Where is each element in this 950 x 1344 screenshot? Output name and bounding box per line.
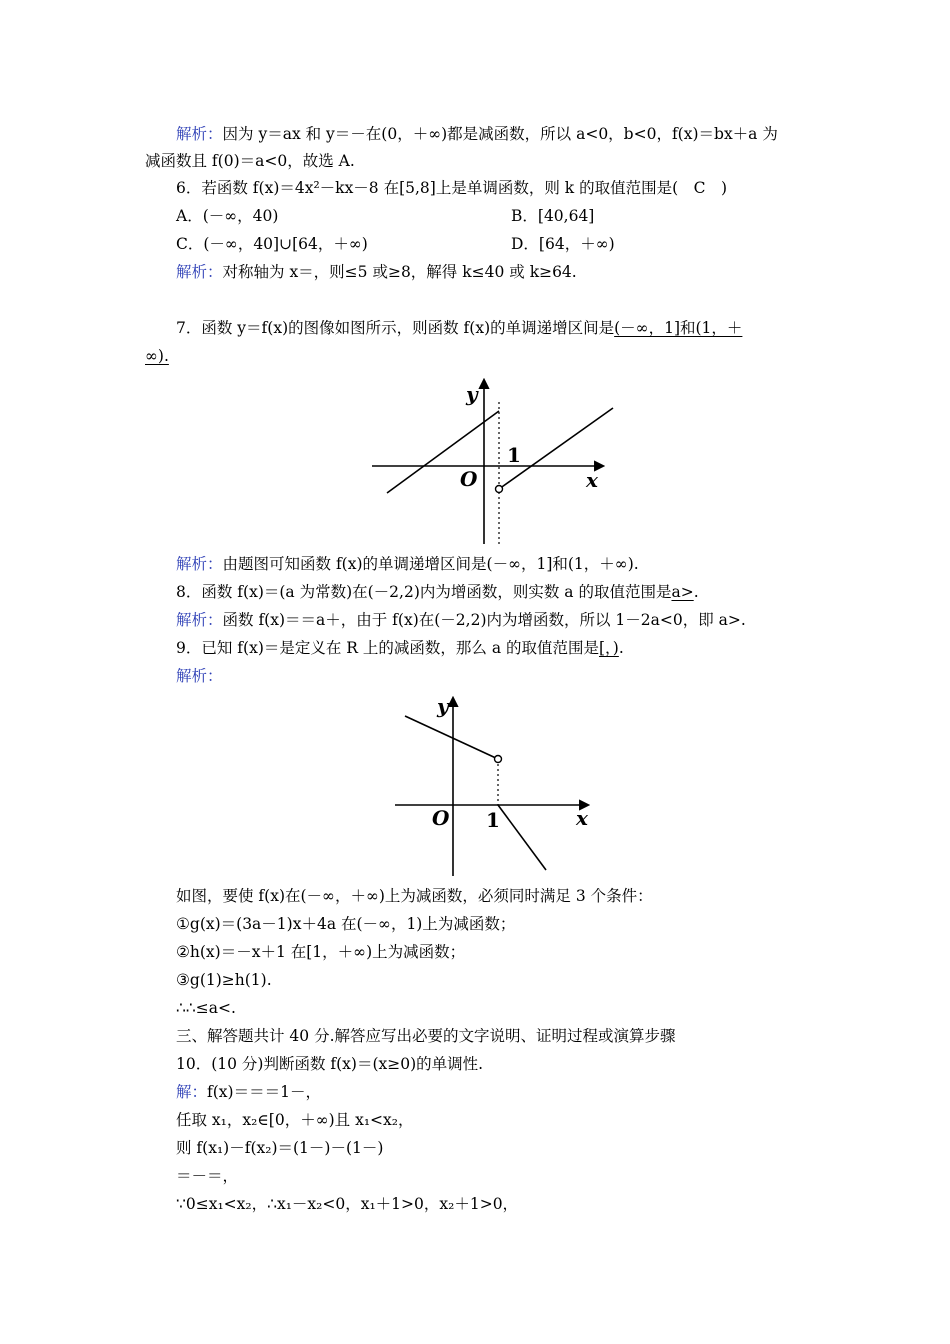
q10-proof-line-3: ＝－＝， bbox=[176, 1167, 239, 1185]
q8-solution-text: 函数 f(x)＝＝a＋，由于 f(x)在(－2,2)内为增函数，所以 1－2a<0，即 a>. bbox=[222, 611, 746, 629]
question-9 bbox=[176, 638, 624, 658]
q6-solution bbox=[176, 262, 577, 282]
graph-segment-left bbox=[387, 411, 499, 493]
y-axis-label: y bbox=[437, 694, 449, 718]
q6-solution-text: 对称轴为 x＝，则≤5 或≥8，解得 k≤40 或 k≥64. bbox=[222, 263, 577, 281]
analysis-label: 解析： bbox=[176, 263, 223, 281]
q6-option-c: C．(－∞，40]∪[64，＋∞) bbox=[176, 235, 368, 253]
analysis-label: 解析： bbox=[176, 667, 223, 685]
q6-option-b: B．[40,64] bbox=[511, 207, 595, 225]
question-7 bbox=[176, 318, 742, 338]
q9-end: . bbox=[618, 639, 624, 657]
q9-condition-2: ②h(x)＝－x＋1 在[1，＋∞)上为减函数； bbox=[176, 943, 466, 961]
solution-label: 解： bbox=[176, 1083, 208, 1101]
q8-text: 8．函数 f(x)＝(a 为常数)在(－2,2)内为增函数，则实数 a 的取值范围是 bbox=[176, 583, 672, 601]
section-3-heading: 三、解答题共计 40 分.解答应写出必要的文字说明、证明过程或演算步骤 bbox=[176, 1027, 676, 1045]
q9-answer: [，) bbox=[598, 639, 619, 657]
origin-label: O bbox=[460, 467, 478, 491]
q7-answer-part2: ∞). bbox=[145, 347, 169, 365]
q7-answer-part1: (－∞，1]和(1，＋ bbox=[614, 319, 743, 337]
q7-text: 7．函数 y＝f(x)的图像如图所示，则函数 f(x)的单调递增区间是 bbox=[176, 319, 615, 337]
q9-condition-intro: 如图，要使 f(x)在(－∞，＋∞)上为减函数，必须同时满足 3 个条件： bbox=[176, 887, 653, 905]
analysis-label: 解析： bbox=[176, 555, 223, 573]
x-axis-label: x bbox=[586, 468, 598, 492]
analysis-line-2: 减函数且 f(0)＝a<0，故选 A. bbox=[145, 152, 355, 170]
q9-condition-3: ③g(1)≥h(1). bbox=[176, 971, 272, 989]
analysis-label: 解析： bbox=[176, 125, 223, 143]
q10-proof-line-4: ∵0≤x₁<x₂，∴x₁－x₂<0，x₁＋1>0，x₂＋1>0， bbox=[176, 1195, 519, 1213]
tick-label-1: 1 bbox=[486, 808, 500, 832]
analysis-line-1 bbox=[176, 124, 778, 144]
question-6: 6．若函数 f(x)＝4x²－kx－8 在[5,8]上是单调函数，则 k 的取值范围是( C ) bbox=[176, 179, 728, 197]
x-axis-label: x bbox=[576, 806, 588, 830]
q9-condition-1: ①g(x)＝(3a－1)x＋4a 在(－∞，1)上为减函数； bbox=[176, 915, 516, 933]
q7-solution-text: 由题图可知函数 f(x)的单调递增区间是(－∞，1]和(1，＋∞). bbox=[222, 555, 639, 573]
q7-solution bbox=[176, 554, 639, 574]
q8-solution bbox=[176, 610, 746, 630]
q10-solution-text: f(x)＝＝＝1－， bbox=[207, 1083, 321, 1101]
graph-2 bbox=[385, 692, 595, 878]
q6-option-a: A．(－∞，40) bbox=[176, 207, 279, 225]
graph-segment-left bbox=[405, 716, 498, 759]
open-point bbox=[495, 756, 502, 763]
q10-solution bbox=[176, 1082, 321, 1102]
q9-conclusion: ∴∴≤a<. bbox=[176, 999, 236, 1017]
tick-label-1: 1 bbox=[507, 443, 521, 467]
graph-segment-right bbox=[498, 805, 546, 870]
q8-end: . bbox=[693, 583, 699, 601]
q10-proof-line-2: 则 f(x₁)－f(x₂)＝(1－)－(1－) bbox=[176, 1139, 384, 1157]
q10-proof-line-1: 任取 x₁，x₂∈[0，＋∞)且 x₁<x₂， bbox=[176, 1111, 414, 1129]
q9-solution-label bbox=[176, 666, 223, 686]
question-7-cont bbox=[145, 346, 169, 366]
graph-1 bbox=[360, 372, 620, 547]
question-8 bbox=[176, 582, 699, 602]
analysis-text: 因为 y＝ax 和 y＝－在(0，＋∞)都是减函数，所以 a<0，b<0，f(x)＝bx＋a 为 bbox=[222, 125, 778, 143]
question-10: 10．(10 分)判断函数 f(x)＝(x≥0)的单调性. bbox=[176, 1055, 484, 1073]
y-axis-label: y bbox=[466, 382, 478, 406]
origin-label: O bbox=[432, 806, 450, 830]
q9-text: 9．已知 f(x)＝是定义在 R 上的减函数，那么 a 的取值范围是 bbox=[176, 639, 599, 657]
open-point bbox=[496, 486, 503, 493]
q8-answer: a> bbox=[671, 583, 694, 601]
analysis-label: 解析： bbox=[176, 611, 223, 629]
q6-option-d: D．[64，＋∞) bbox=[511, 235, 615, 253]
